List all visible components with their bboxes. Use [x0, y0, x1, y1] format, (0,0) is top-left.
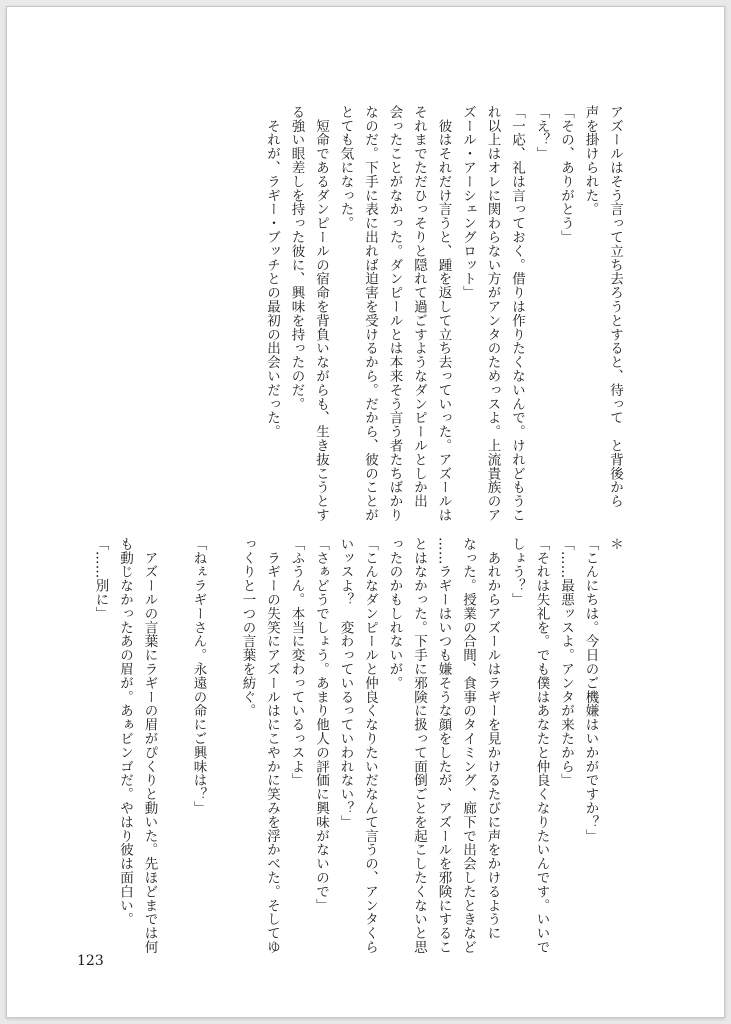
text-line: とても気になった。	[337, 105, 354, 231]
text-line: しょう？」	[509, 537, 525, 607]
text-line: 「こんなダンピールと仲良くなりたいだなんて言うの、アンタくら	[362, 537, 378, 954]
text-line: いッスよ？ 変わっているっていわれない？」	[337, 537, 354, 829]
text-line: アズールの言葉にラギーの眉がぴくりと動いた。先ほどまでは何	[141, 537, 158, 954]
text-line: 短命であるダンピールの宿命を背負いながらも、生き抜こうとす	[313, 105, 329, 522]
text-line: も動じなかったあの眉が。あぁビンゴだ。やはり彼は面白い。	[117, 537, 133, 927]
text-line: ……ラギーはいつも嫌そうな顔をしたが、アズールを邪険にするこ	[435, 537, 452, 954]
page-number: 123	[77, 953, 104, 969]
text-line: 「その、ありがとう」	[558, 105, 574, 244]
text-line: 「……別に」	[92, 537, 109, 621]
text-line: れ以上はオレに関わらない方がアンタのためっスよ。上流貴族のア	[484, 105, 501, 522]
text-line: 「さぁどうでしょう。あまり他人の評価に興味がないので」	[313, 537, 329, 913]
text-line: それまでただひっそりと隠れて過ごすようなダンピールとしか出	[411, 105, 427, 509]
text-line: 「ふうん。本当に変わっているっスよ」	[288, 537, 305, 788]
text-line: なのだ。下手に表に出れば迫害を受けるから。だから、彼のことが	[362, 105, 378, 522]
text-line: あれからアズールはラギーを見かけるたびに声をかけるように	[484, 537, 501, 941]
text-line: 「ねぇラギーさん。永遠の命にご興味は？」	[190, 537, 207, 815]
text-line: なった。授業の合間、食事のタイミング、廊下で出会したときなど	[460, 537, 476, 954]
blank-line	[162, 537, 187, 957]
text-line: 会ったことがなかった。ダンピールとは本来そう言う者たちばかり	[386, 105, 403, 522]
blank-line	[211, 537, 236, 957]
text-line: 声を掛けられた。	[582, 105, 599, 217]
text-line: とはなかった。下手に邪険に扱って面倒ごとを起こしたくないと思	[411, 537, 427, 954]
bottom-text-block	[92, 537, 627, 957]
text-line: 「それは失礼を。でも僕はあなたと仲良くなりたいんです。いいで	[533, 537, 550, 954]
text-line: る強い眼差しを持った彼に、興味を持ったのだ。	[288, 105, 305, 411]
text-line: アズールはそう言って立ち去ろうとすると、待って と背後から	[607, 105, 623, 509]
text-line: ったのかもしれないが。	[386, 537, 403, 690]
text-line: それが、ラギー・ブッチとの最初の出会いだった。	[264, 105, 280, 439]
scene-break-asterisk: ＊	[607, 537, 623, 551]
text-line: 「……最悪ッスよ。アンタが来たから」	[558, 537, 574, 788]
text-line: 「一応、礼は言っておく。借りは作りたくないんで。けれどもうこ	[509, 105, 525, 522]
text-line: 彼はそれだけ言うと、踵を返して立ち去っていった。アズールは	[435, 105, 452, 522]
text-line: ズール・アーシェングロット」	[460, 105, 476, 300]
book-page	[6, 6, 725, 1018]
text-line: ラギーの失笑にアズールはにこやかに笑みを浮かべた。そしてゆ	[264, 537, 280, 954]
text-line: 「こんにちは。今日のご機嫌はいかがですか？」	[582, 537, 599, 843]
text-line: 「え？」	[533, 105, 550, 161]
text-line: っくりと一つの言葉を紡ぐ。	[239, 537, 256, 718]
top-text-block	[264, 105, 627, 522]
